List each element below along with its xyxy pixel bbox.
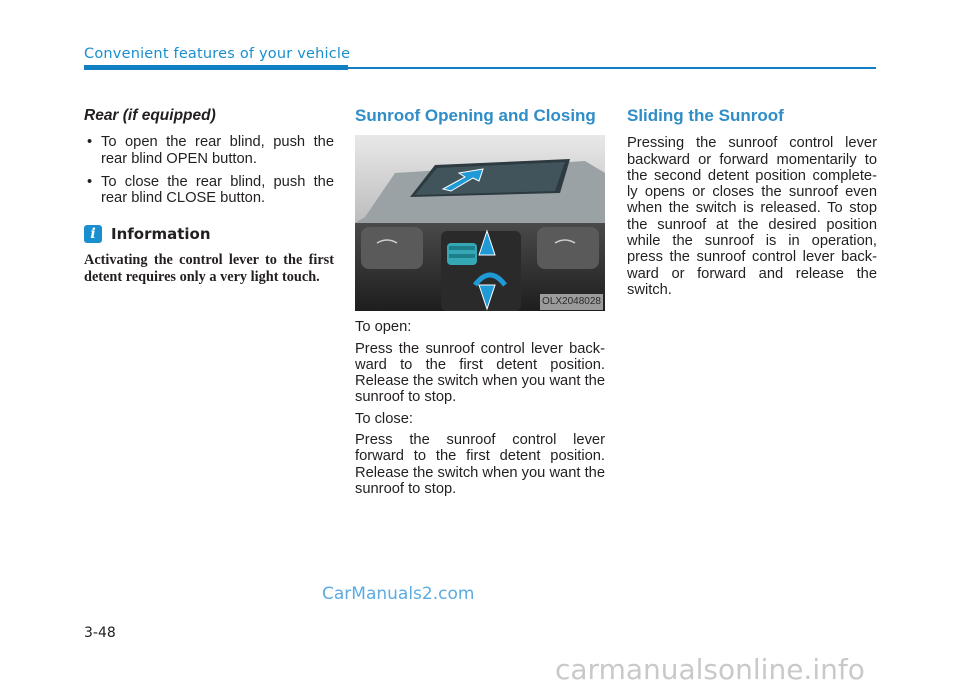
watermark-link[interactable]: CarManuals2.com [322,584,475,604]
list-item: • To open the rear blind, push the rear blind OPEN button. [84,134,334,167]
right-column [627,108,877,303]
header-rule-thin [348,67,876,69]
sliding-sunroof-text: Pressing the sunroof control lever backward or forward momentarily to the second detent position complete-ly opens or closes the sunroof even when the switch is released. To stop the sunroof at the desired position while the sunroof is in operation, press the sunroof control lever back-ward or forward and release the switch. [627,135,877,298]
to-close-label: To close: [355,410,413,427]
sunroof-opening-heading: Sunroof Opening and Closing [355,106,596,125]
footer-site-watermark: carmanualsonline.info [555,653,865,686]
rear-subheading: Rear (if equipped) [84,107,216,124]
header-rule-thick [84,65,348,70]
to-open-text: Press the sunroof control lever back-ward to the first detent position. Release the switch when you want the sunroof to stop. [355,340,605,406]
sunroof-control-figure [355,135,605,311]
section-header: Convenient features of your vehicle [84,46,351,62]
left-column [84,108,334,285]
to-close-text: Press the sunroof control lever forward to the first detent position. Release the switch when you want the sunroof to stop. [355,432,605,497]
sunroof-illustration [355,135,605,311]
sliding-sunroof-heading: Sliding the Sunroof [627,106,784,125]
info-icon: i [84,225,102,243]
information-text: Activating the control lever to the first detent requires only a very light touch. [84,252,334,285]
rear-blind-list [84,134,334,206]
figure-code: OLX2048028 [540,294,603,310]
information-heading [84,225,334,243]
middle-column [355,108,605,502]
page-number: 3-48 [84,625,116,641]
to-open-label: To open: [355,319,412,336]
information-title: Information [111,225,211,244]
list-item: • To close the rear blind, push the rear blind CLOSE button. [84,174,334,207]
